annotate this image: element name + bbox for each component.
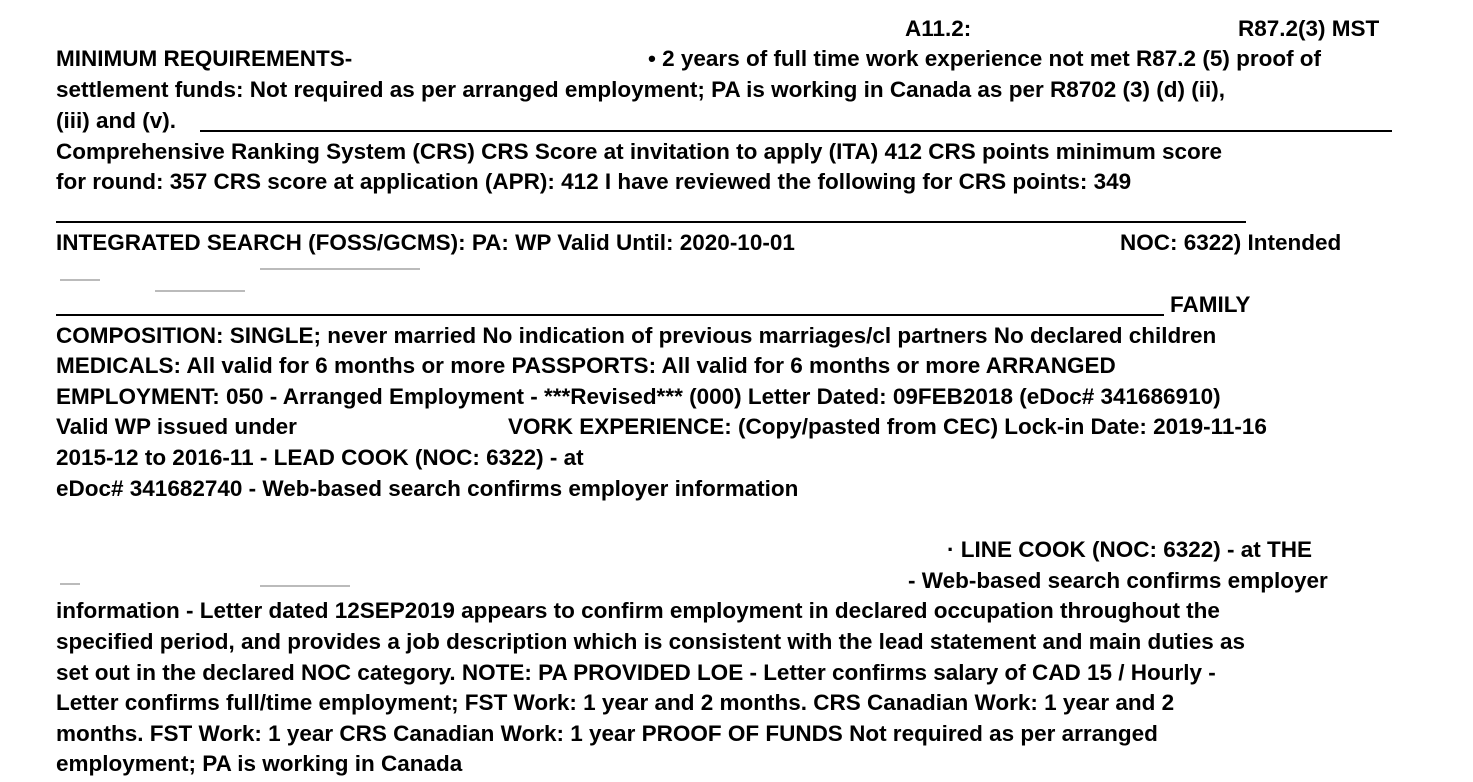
minimum-requirements-heading: MINIMUM REQUIREMENTS- [56, 46, 353, 71]
header-r87-label: R87.2(3) MST [1238, 16, 1380, 41]
text-line: set out in the declared NOC category. NOTE: PA PROVIDED LOE - Letter confirms salary of CAD 15 / Hourly - [56, 660, 1216, 685]
text-line: VORK EXPERIENCE: (Copy/pasted from CEC) Lock-in Date: 2019-11-16 [508, 414, 1267, 439]
redaction-trace [260, 268, 420, 270]
text-line: eDoc# 341682740 - Web-based search confirms employer information [56, 476, 799, 501]
redaction-trace [260, 585, 350, 587]
text-line: · LINE COOK (NOC: 6322) - at THE [947, 537, 1313, 562]
text-line: EMPLOYMENT: 050 - Arranged Employment - ***Revised*** (000) Letter Dated: 09FEB2018 (eDoc# 341686910) [56, 384, 1221, 409]
divider-line [56, 221, 1246, 223]
redaction-trace [60, 583, 80, 585]
text-line: • 2 years of full time work experience not met R87.2 (5) proof of [648, 46, 1322, 71]
header-a11-label: A11.2: [905, 16, 972, 41]
family-label: FAMILY [1170, 292, 1251, 317]
redaction-trace [60, 279, 100, 281]
text-line: Valid WP issued under [56, 414, 297, 439]
text-line: Letter confirms full/time employment; FST Work: 1 year and 2 months. CRS Canadian Work: 1 year and 2 [56, 690, 1175, 715]
text-line: COMPOSITION: SINGLE; never married No indication of previous marriages/cl partners No declared children [56, 323, 1217, 348]
text-line: (iii) and (v). [56, 108, 176, 133]
integrated-search-line: INTEGRATED SEARCH (FOSS/GCMS): PA: WP Valid Until: 2020-10-01 [56, 230, 795, 255]
text-line: information - Letter dated 12SEP2019 appears to confirm employment in declared occupation throughout the [56, 598, 1220, 623]
text-line: 2015-12 to 2016-11 - LEAD COOK (NOC: 6322) - at [56, 445, 584, 470]
redaction-trace [155, 290, 245, 292]
text-line: NOC: 6322) Intended [1120, 230, 1342, 255]
text-line: months. FST Work: 1 year CRS Canadian Work: 1 year PROOF OF FUNDS Not required as per arranged [56, 721, 1158, 746]
text-line: - Web-based search confirms employer [908, 568, 1328, 593]
text-line: specified period, and provides a job description which is consistent with the lead statement and main duties as [56, 629, 1245, 654]
text-line: settlement funds: Not required as per arranged employment; PA is working in Canada as per R8702 (3) (d) (ii), [56, 77, 1225, 102]
text-line: for round: 357 CRS score at application (APR): 412 I have reviewed the following for CRS points: 349 [56, 169, 1132, 194]
text-line: Comprehensive Ranking System (CRS) CRS Score at invitation to apply (ITA) 412 CRS points minimum score [56, 139, 1223, 164]
divider-line [56, 314, 1164, 316]
divider-line [200, 130, 1392, 132]
text-line: employment; PA is working in Canada [56, 751, 463, 776]
text-line: MEDICALS: All valid for 6 months or more PASSPORTS: All valid for 6 months or more ARRANGED [56, 353, 1116, 378]
